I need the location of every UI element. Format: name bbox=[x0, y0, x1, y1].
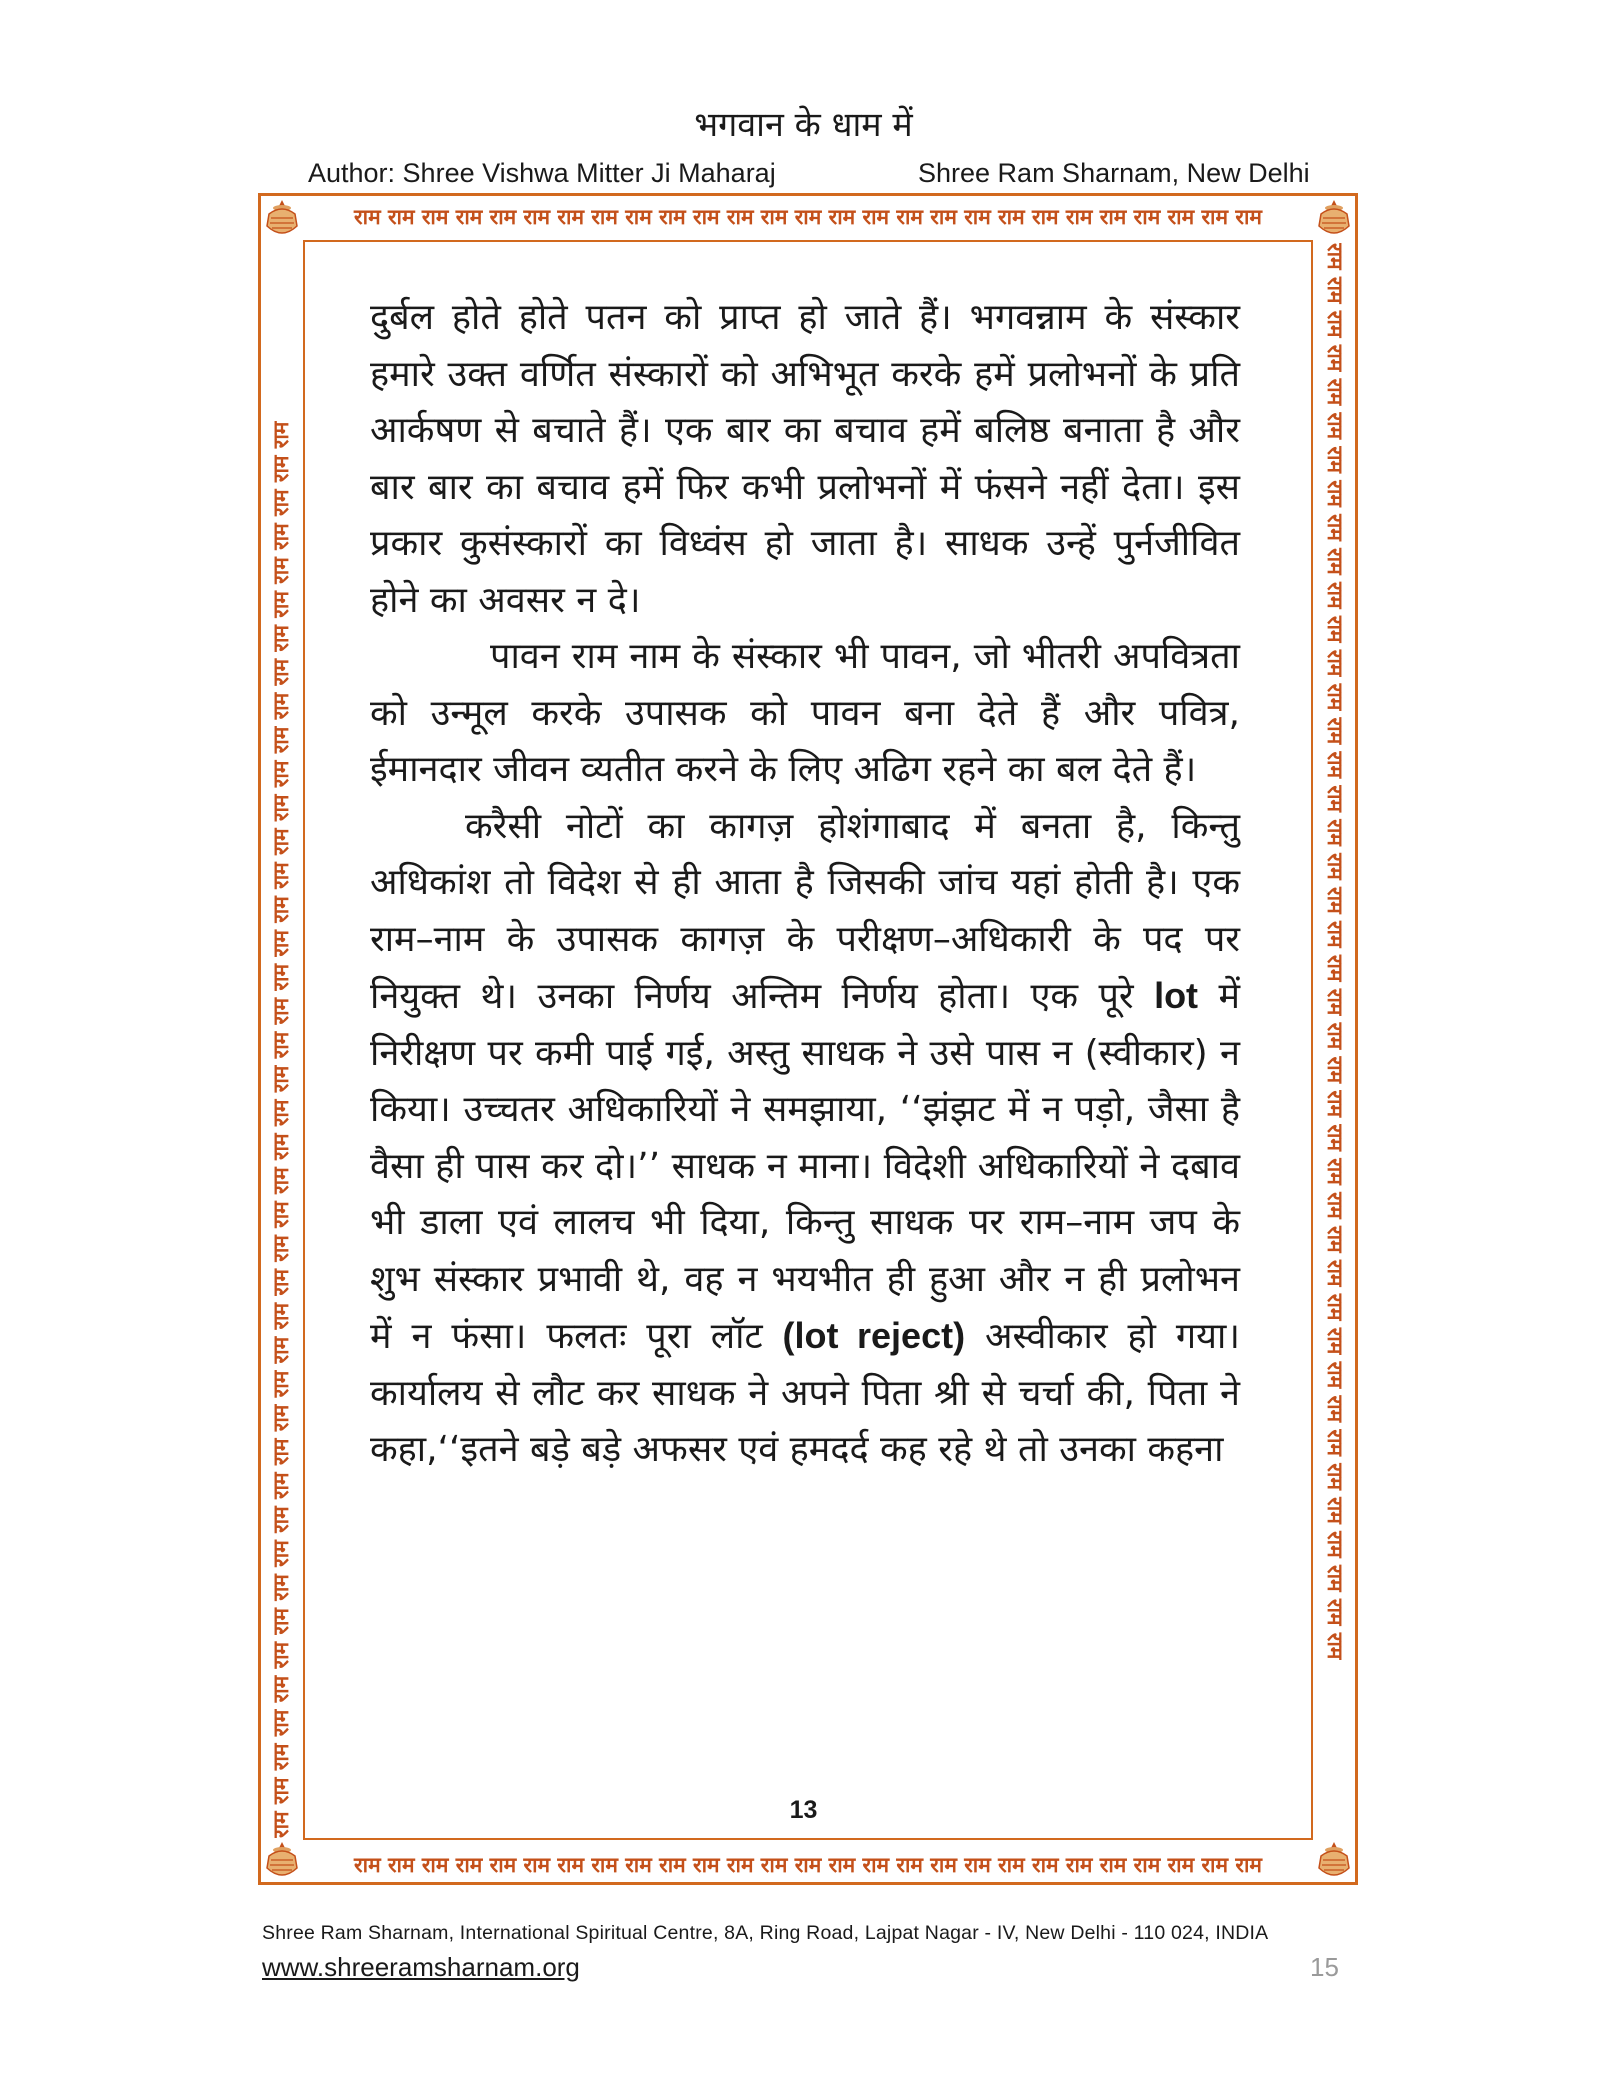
paragraph-3-part-b: में निरीक्षण पर कमी पाई गई, अस्तु साधक ने उसे पास न (स्वीकार) न किया। उच्चतर अधिकारियों ने समझाया, ‘‘झंझट में न पड़ो, जैसा है वैसा ही पास कर दो।’’ साधक न माना। विदेशी अधिकारियों ने दबाव भी डाला एवं लालच भी दिया, किन्तु साधक पर राम–नाम जप के शुभ संस्कार प्रभावी थे, वह न भयभीत ही हुआ और न ही प्रलोभन में न फंसा। फलतः पूरा लॉट bbox=[370, 976, 1240, 1357]
page-number: 13 bbox=[789, 1796, 818, 1824]
kalash-ornament-icon bbox=[1311, 196, 1357, 242]
border-text-top: राम राम राम राम राम राम राम राम राम राम राम राम राम राम राम राम राम राम राम राम राम राम राम राम राम राम राम bbox=[354, 205, 1262, 229]
border-text-bottom: राम राम राम राम राम राम राम राम राम राम राम राम राम राम राम राम राम राम राम राम राम राम राम राम राम राम राम bbox=[354, 1853, 1262, 1877]
pdf-page-number: 15 bbox=[1310, 1952, 1339, 1982]
border-text-left-wrap bbox=[264, 243, 298, 1838]
border-text-right-wrap bbox=[1318, 243, 1352, 1838]
paragraph-3-part-a: करैसी नोटों का कागज़ होशंगाबाद में बनता है, किन्तु अधिकांश तो विदेश से ही आता है जिसकी जांच यहां होती है। एक राम–नाम के उपासक कागज़ के परीक्षण–अधिकारी के पद पर नियुक्त थे। उनका निर्णय अन्तिम निर्णय होता। एक पूरे bbox=[370, 805, 1240, 1017]
publisher-line: Shree Ram Sharnam, New Delhi bbox=[918, 158, 1310, 188]
border-text-left: राम राम राम राम राम राम राम राम राम राम राम राम राम राम राम राम राम राम राम राम राम राम राम राम राम राम राम राम राम राम राम राम राम राम राम राम राम राम राम राम राम राम bbox=[269, 421, 293, 1838]
paragraph-1: दुर्बल होते होते पतन को प्राप्त हो जाते हैं। भगवन्नाम के संस्कार हमारे उक्त वर्णित संस्कारों को अभिभूत करके हमें प्रलोभनों के प्रति आर्कषण से बचाते हैं। एक बार का बचाव हमें बलिष्ठ बनाता है और बार बार का बचाव हमें फिर कभी प्रलोभनों में फंसने नहीं देता। इस प्रकार कुसंस्कारों का विध्वंस हो जाता है। साधक उन्हें पुर्नजीवित होने का अवसर न दे। bbox=[370, 297, 1240, 621]
border-text-right: राम राम राम राम राम राम राम राम राम राम राम राम राम राम राम राम राम राम राम राम राम राम राम राम राम राम राम राम राम राम राम राम राम राम राम राम राम राम राम राम राम राम bbox=[1323, 243, 1347, 1660]
book-title: भगवान के धाम में bbox=[694, 105, 913, 145]
lot-term: lot bbox=[1154, 975, 1199, 1016]
paragraph-2: पावन राम नाम के संस्कार भी पावन, जो भीतरी अपवित्रता को उन्मूल करके उपासक को पावन बना देते हैं और पवित्र, ईमानदार जीवन व्यतीत करने के लिए अढिग रहने का बल देते हैं। bbox=[370, 636, 1240, 790]
author-line: Author: Shree Vishwa Mitter Ji Maharaj bbox=[308, 158, 776, 188]
paragraph-3 bbox=[370, 799, 1240, 1479]
paragraph-3-part-c: अस्वीकार हो गया। कार्यालय से लौट कर साधक ने अपने पिता श्री से चर्चा की, पिता ने कहा,‘‘इतने बड़े बड़े अफसर एवं हमदर्द कह रहे थे तो उनका कहना bbox=[370, 1316, 1240, 1470]
footer-website-link[interactable]: www.shreeramsharnam.org bbox=[262, 1952, 580, 1982]
footer-address: Shree Ram Sharnam, International Spiritual Centre, 8A, Ring Road, Lajpat Nagar - IV, New Delhi - 110 024, INDIA bbox=[262, 1922, 1269, 1944]
kalash-ornament-icon bbox=[259, 196, 305, 242]
kalash-ornament-icon bbox=[259, 1838, 305, 1884]
lot-reject-term: (lot reject) bbox=[782, 1315, 966, 1356]
body-text bbox=[370, 290, 1240, 1479]
kalash-ornament-icon bbox=[1311, 1838, 1357, 1884]
